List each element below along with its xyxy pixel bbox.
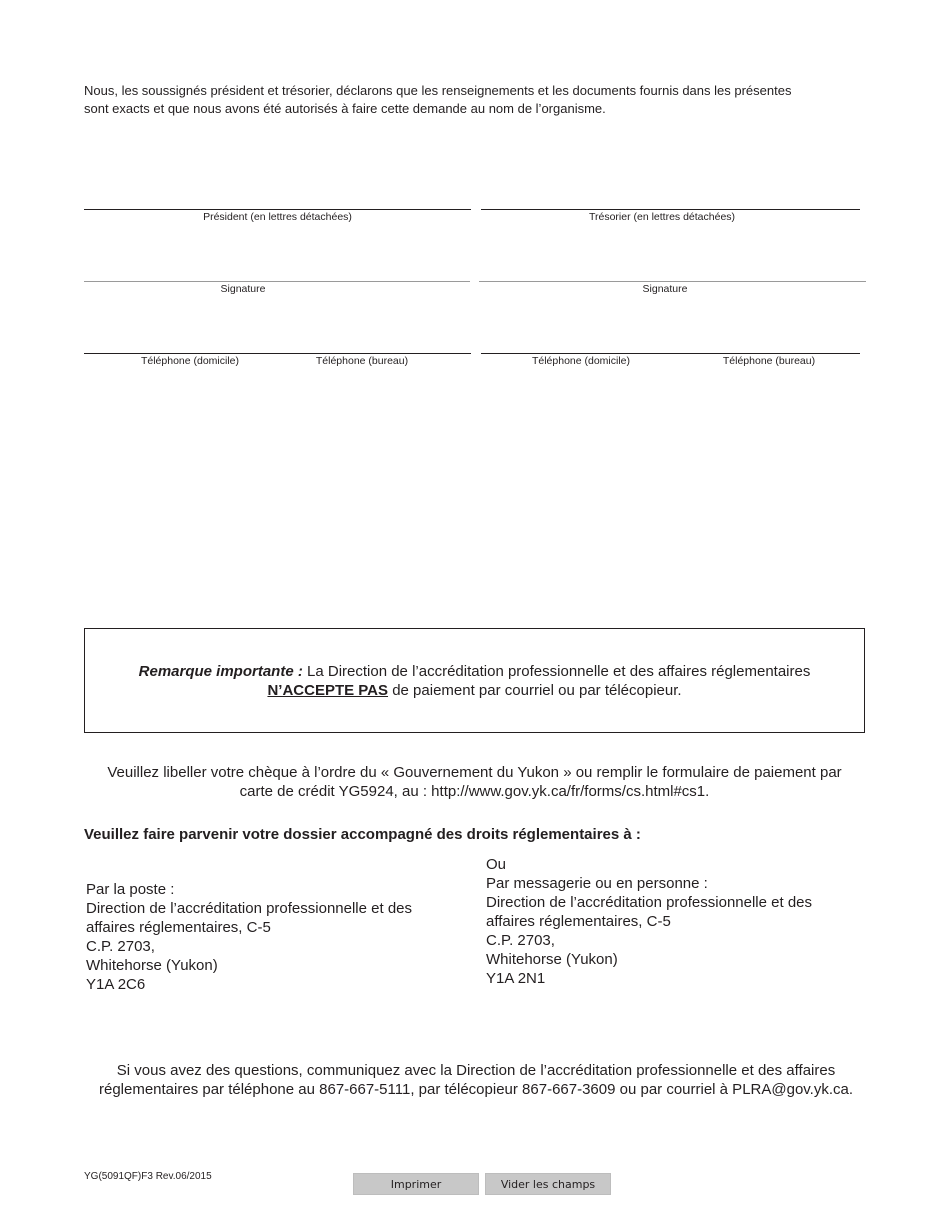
mail-address	[86, 880, 412, 994]
president-name-label: Président (en lettres détachées)	[203, 211, 352, 223]
mail-line-3: C.P. 2703,	[86, 938, 155, 955]
courier-line-1: Direction de l’accréditation professionnelle et des	[486, 894, 813, 911]
important-notice-box	[84, 628, 865, 733]
notice-emphasis: Remarque importante :	[138, 662, 303, 680]
courier-heading: Par messagerie ou en personne :	[486, 875, 708, 892]
president-phone-office-label: Téléphone (bureau)	[315, 355, 409, 367]
notice-refusal: N’ACCEPTE PAS	[267, 681, 389, 699]
contact-line-1: Si vous avez des questions, communiquez avec la Direction de l’accréditation professionnelle et des affaires	[116, 1062, 836, 1079]
clear-fields-button[interactable]: Vider les champs	[485, 1173, 611, 1195]
president-signature-field[interactable]	[84, 281, 470, 282]
payment-instructions	[84, 763, 865, 801]
contact-info	[80, 1061, 872, 1099]
courier-line-5: Y1A 2N1	[486, 970, 546, 987]
treasurer-phone-home-label: Téléphone (domicile)	[531, 355, 631, 367]
mail-line-1: Direction de l’accréditation professionnelle et des	[86, 900, 413, 917]
declaration-line-1: Nous, les soussignés président et trésorier, déclarons que les renseignements et les documents fournis dans les présentes	[84, 83, 792, 98]
send-to-title: Veuillez faire parvenir votre dossier accompagné des droits réglementaires à :	[84, 826, 641, 843]
treasurer-phone-field[interactable]	[481, 353, 860, 354]
president-signature-label: Signature	[220, 283, 266, 295]
declaration-line-2: sont exacts et que nous avons été autorisés à faire cette demande au nom de l’organisme.	[84, 101, 606, 116]
notice-line-2	[267, 681, 681, 700]
form-code: YG(5091QF)F3 Rev.06/2015	[84, 1171, 212, 1182]
declaration-text	[84, 82, 864, 118]
mail-line-5: Y1A 2C6	[86, 976, 146, 993]
payment-line-1: Veuillez libeller votre chèque à l’ordre du « Gouvernement du Yukon » ou remplir le formulaire de paiement par	[107, 764, 842, 781]
president-phone-field[interactable]	[84, 353, 471, 354]
treasurer-signature-label: Signature	[642, 283, 688, 295]
mail-line-4: Whitehorse (Yukon)	[86, 957, 218, 974]
courier-or: Ou	[486, 856, 507, 873]
treasurer-name-field[interactable]	[481, 209, 860, 210]
president-name-field[interactable]	[84, 209, 471, 210]
mail-heading: Par la poste :	[86, 881, 175, 898]
president-phone-home-label: Téléphone (domicile)	[140, 355, 240, 367]
contact-line-2: réglementaires par téléphone au 867-667-5111, par télécopieur 867-667-3609 ou par courriel à PLRA@gov.yk.ca.	[98, 1081, 854, 1098]
courier-address	[486, 855, 812, 988]
notice-text-1: La Direction de l’accréditation professionnelle et des affaires réglementaires	[302, 662, 811, 680]
courier-line-2: affaires réglementaires, C-5	[486, 913, 671, 930]
treasurer-name-label: Trésorier (en lettres détachées)	[588, 211, 736, 223]
mail-line-2: affaires réglementaires, C-5	[86, 919, 271, 936]
courier-line-3: C.P. 2703,	[486, 932, 555, 949]
notice-line-1	[139, 662, 811, 681]
treasurer-phone-office-label: Téléphone (bureau)	[722, 355, 816, 367]
payment-line-2: carte de crédit YG5924, au : http://www.gov.yk.ca/fr/forms/cs.html#cs1.	[239, 783, 710, 800]
print-button[interactable]: Imprimer	[353, 1173, 479, 1195]
treasurer-signature-field[interactable]	[479, 281, 866, 282]
notice-text-2: de paiement par courriel ou par télécopieur.	[388, 681, 682, 699]
courier-line-4: Whitehorse (Yukon)	[486, 951, 618, 968]
